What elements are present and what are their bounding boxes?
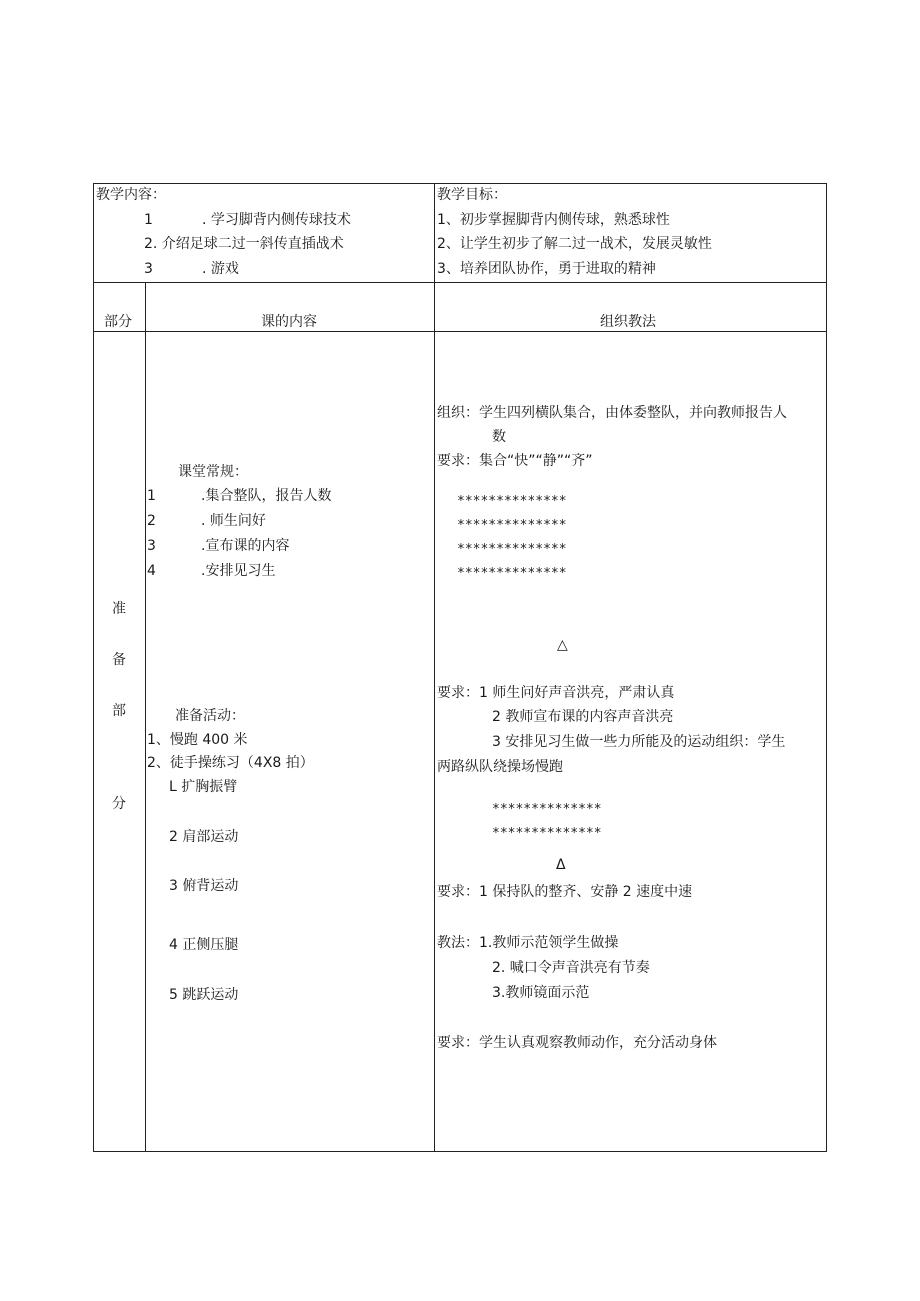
- exercise-5: 5 跳跃运动: [169, 987, 239, 1003]
- requirement-2-line-1: 要求：1 师生问好声音洪亮，严肃认真: [437, 685, 675, 701]
- requirement-2-line-3: 3 安排见习生做一些力所能及的运动组织：学生: [492, 734, 786, 750]
- section-label-char-4: 分: [112, 796, 126, 812]
- routine-item-3-num: 3: [147, 538, 156, 554]
- section-label-char-1: 准: [112, 601, 126, 617]
- exercise-2: 2 肩部运动: [169, 829, 239, 845]
- warmup-item-1: 1、慢跑 400 米: [147, 732, 248, 748]
- formation-2-row-1: **************: [492, 802, 602, 817]
- section-label-char-3: 部: [112, 703, 126, 719]
- table-border-left: [93, 183, 94, 1152]
- formation-1-row-3: **************: [457, 542, 567, 557]
- content-item-1-num: 1: [144, 212, 153, 228]
- routine-item-2-num: 2: [147, 513, 156, 529]
- warmup-title: 准备活动：: [175, 708, 245, 724]
- table-border-right: [826, 183, 827, 1152]
- teacher-marker-1: △: [557, 637, 568, 653]
- exercise-1: L 扩胸振臂: [169, 779, 238, 795]
- requirement-2-line-4: 两路纵队绕操场慢跑: [437, 759, 563, 775]
- routine-item-1-num: 1: [147, 488, 156, 504]
- table-divider-header: [93, 282, 827, 283]
- formation-1-row-4: **************: [457, 566, 567, 581]
- column-header-part: 部分: [104, 314, 132, 330]
- formation-2-row-2: **************: [492, 826, 602, 841]
- table-divider-middle: [434, 183, 435, 1152]
- exercise-4: 4 正侧压腿: [169, 937, 239, 953]
- content-item-3-text: . 游戏: [202, 261, 239, 277]
- table-divider-columns: [93, 331, 827, 332]
- org-line-1: 组织：学生四列横队集合，由体委整队，并向教师报告人: [437, 405, 787, 421]
- goal-item-3: 3、培养团队协作，勇于进取的精神: [437, 261, 656, 277]
- teaching-method-3: 3.教师镜面示范: [492, 985, 590, 1001]
- routine-item-2-text: . 师生问好: [201, 513, 266, 529]
- column-header-method: 组织教法: [600, 314, 656, 330]
- goal-item-1: 1、初步掌握脚背内侧传球，熟悉球性: [437, 212, 670, 228]
- table-divider-part: [145, 282, 146, 1152]
- exercise-3: 3 俯背运动: [169, 878, 239, 894]
- content-item-1-text: . 学习脚背内侧传球技术: [202, 212, 351, 228]
- content-item-2-text: 2. 介绍足球二过一斜传直插战术: [144, 236, 344, 252]
- warmup-item-2: 2、徒手操练习（4X8 拍）: [147, 755, 314, 771]
- requirement-1: 要求：集合“快”“静”“齐”: [437, 453, 593, 469]
- content-title: 教学内容：: [96, 187, 166, 203]
- formation-1-row-2: **************: [457, 518, 567, 533]
- teaching-method-1: 教法：1.教师示范领学生做操: [437, 935, 619, 951]
- requirement-4: 要求：学生认真观察教师动作，充分活动身体: [437, 1035, 717, 1051]
- requirement-2-line-2: 2 教师宣布课的内容声音洪亮: [492, 709, 674, 725]
- column-header-content: 课的内容: [261, 314, 317, 330]
- section-label-char-2: 备: [112, 652, 126, 668]
- table-border-bottom: [93, 1151, 827, 1152]
- routine-item-4-num: 4: [147, 563, 156, 579]
- routine-title: 课堂常规：: [178, 464, 248, 480]
- routine-item-3-text: .宣布课的内容: [201, 538, 290, 554]
- content-item-3-num: 3: [144, 261, 153, 277]
- table-border-top: [93, 183, 827, 184]
- routine-item-1-text: .集合整队，报告人数: [201, 488, 332, 504]
- routine-item-4-text: .安排见习生: [201, 563, 276, 579]
- goal-item-2: 2、让学生初步了解二过一战术，发展灵敏性: [437, 236, 712, 252]
- teaching-method-2: 2. 喊口令声音洪亮有节奏: [492, 960, 650, 976]
- formation-1-row-1: **************: [457, 494, 567, 509]
- requirement-3: 要求：1 保持队的整齐、安静 2 速度中速: [437, 884, 693, 900]
- org-line-2: 数: [492, 429, 506, 445]
- goal-title: 教学目标：: [437, 187, 507, 203]
- teacher-marker-2: Δ: [556, 857, 566, 873]
